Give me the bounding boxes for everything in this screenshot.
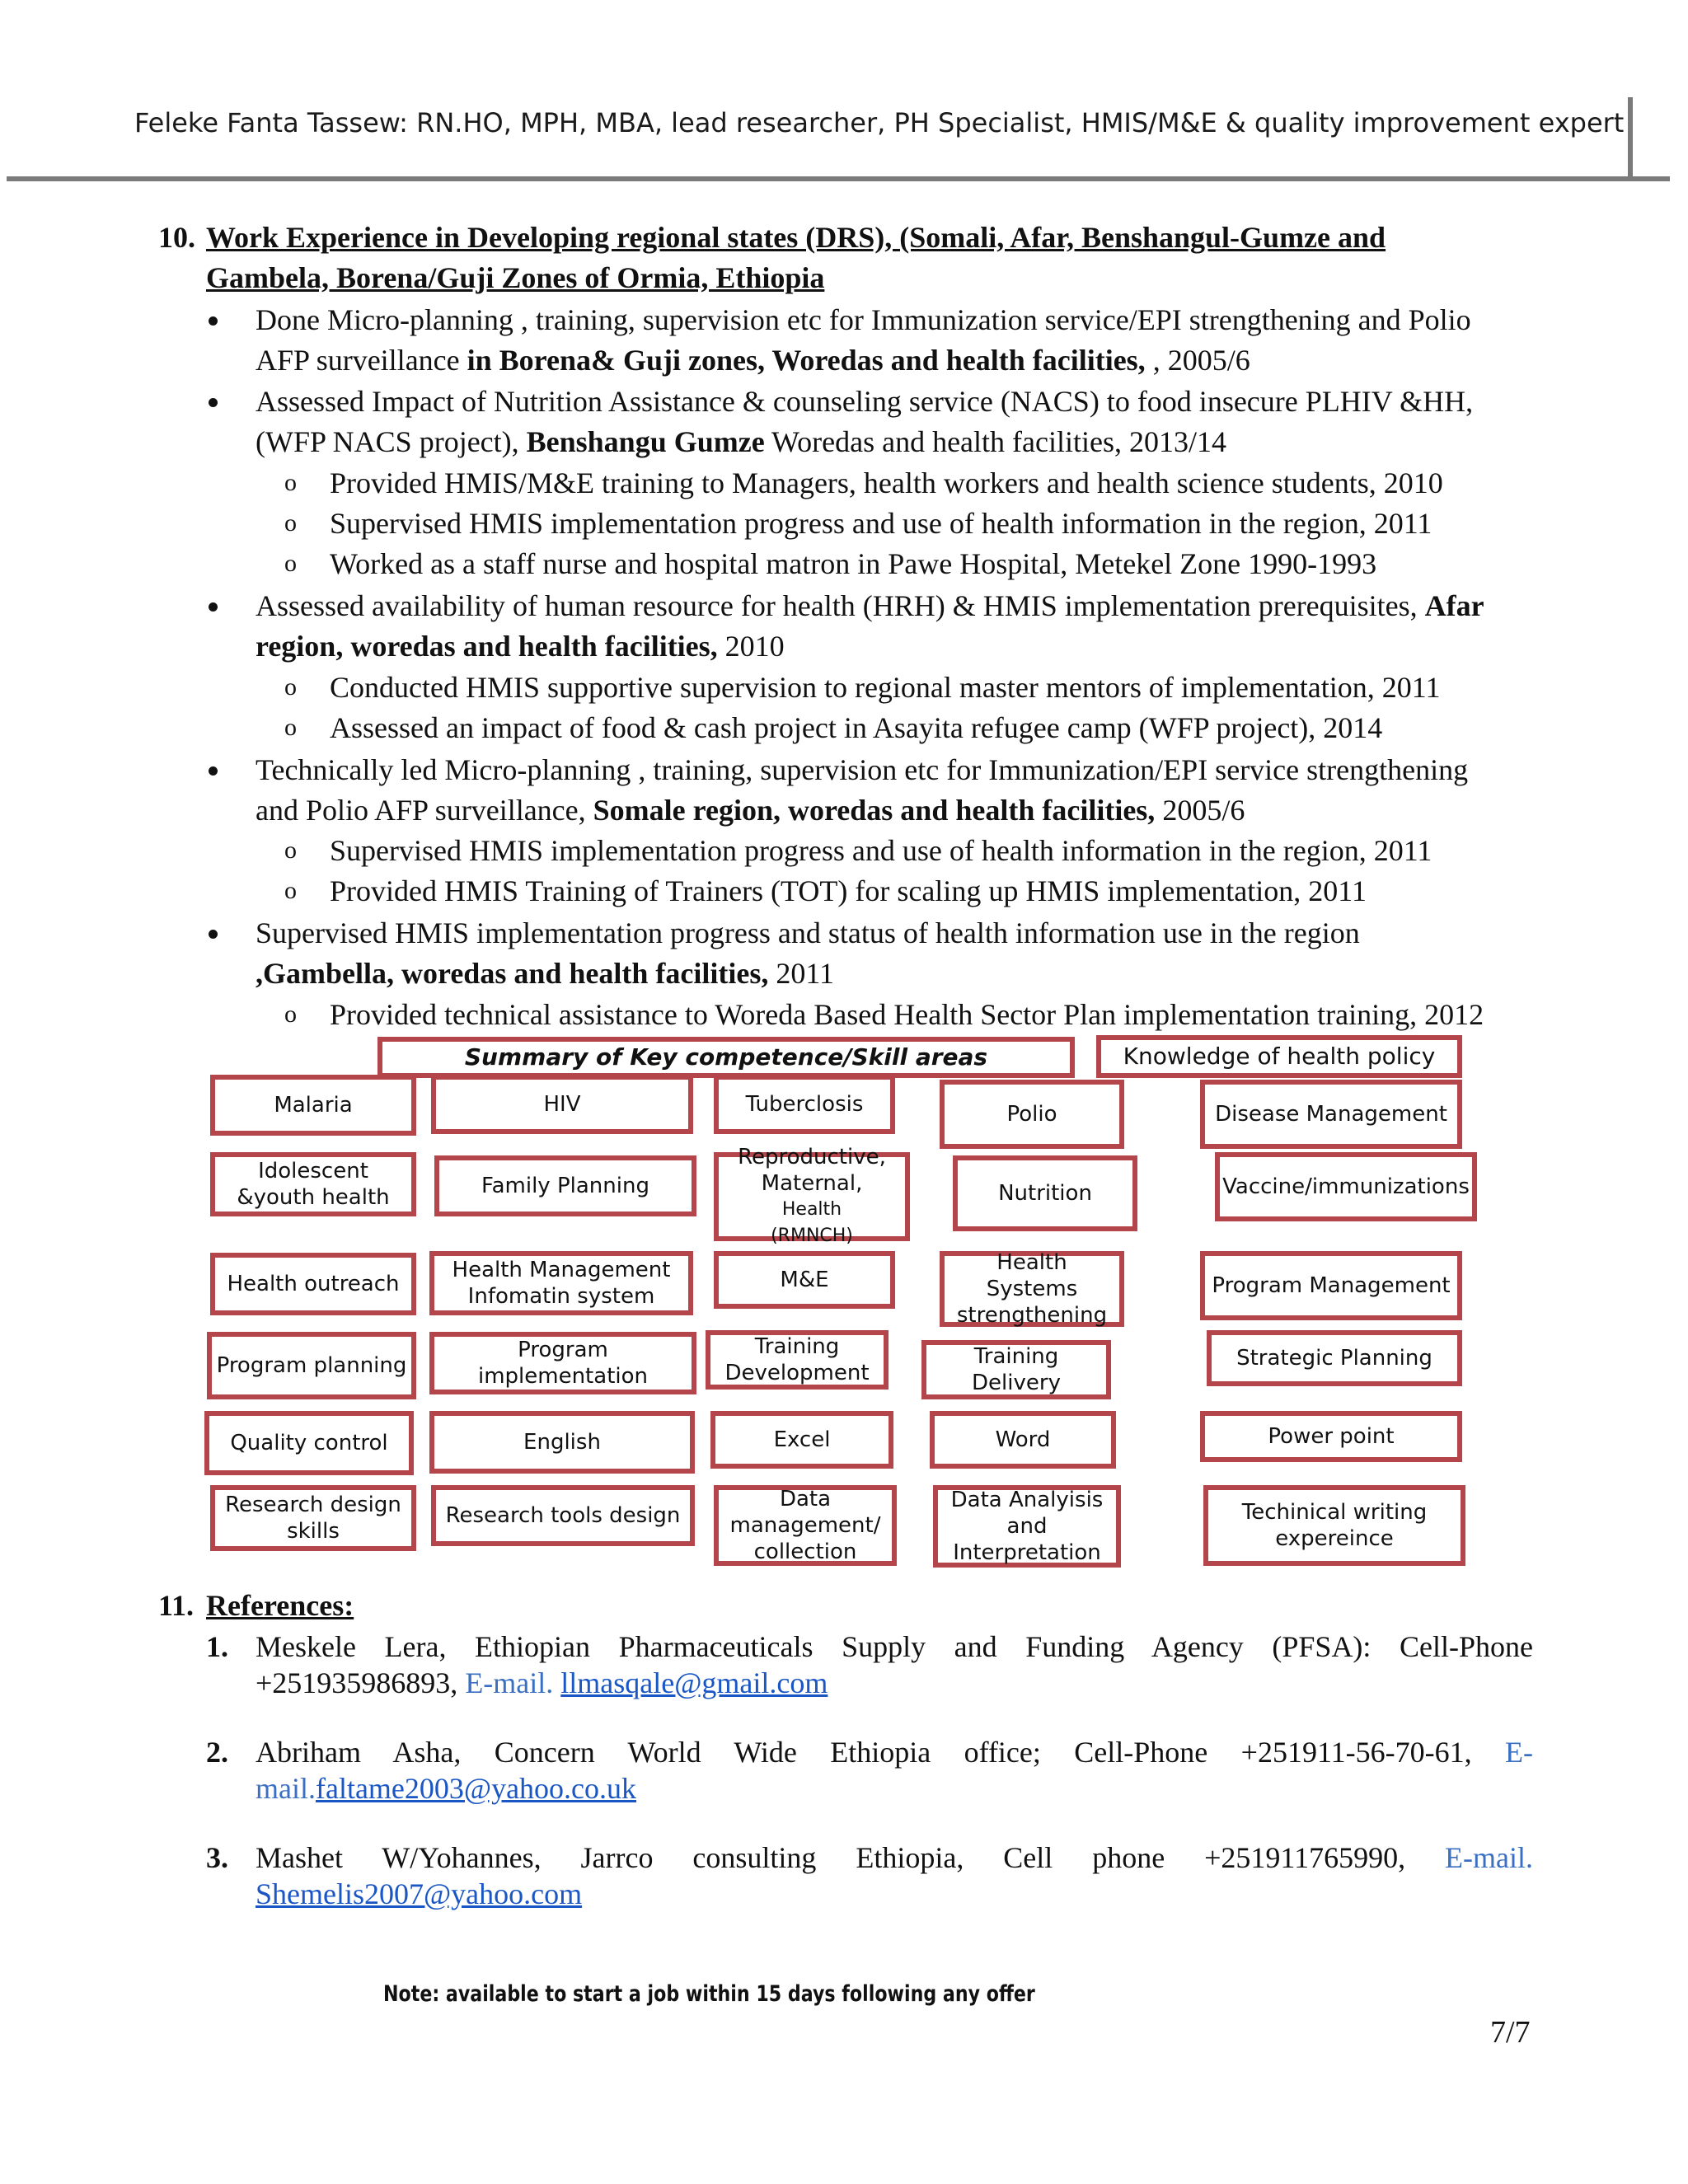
skill-polio: Polio <box>940 1080 1124 1149</box>
bullet-5-line2: ,Gambella, woredas and health facilities, 2011 <box>256 957 835 990</box>
skill-quality-control: Quality control <box>204 1411 414 1475</box>
skills-summary-title: Summary of Key competence/Skill areas <box>377 1037 1075 1078</box>
skill-program-management: Program Management <box>1200 1251 1462 1320</box>
bullet-2-sub-3: Worked as a staff nurse and hospital matron in Pawe Hospital, Metekel Zone 1990-1993 <box>330 547 1377 580</box>
reference-3-line2 <box>256 1874 582 1914</box>
skill-m-and-e: M&E <box>714 1251 895 1309</box>
skill-health-systems-strengthening: Health Systems strengthening <box>940 1251 1124 1327</box>
header-divider <box>7 176 1670 181</box>
bullet-3-line2: region, woredas and health facilities, 2010 <box>256 630 785 663</box>
skill-program-planning: Program planning <box>207 1332 416 1399</box>
skill-strategic-planning: Strategic Planning <box>1207 1330 1462 1386</box>
reference-3-line1: Mashet W/Yohannes, Jarrco consulting Ethiopia, Cell phone +251911765990, E-mail. <box>256 1841 1533 1874</box>
reference-1-number: 1. <box>206 1630 228 1663</box>
reference-3-email-link[interactable]: Shemelis2007@yahoo.com <box>256 1877 583 1910</box>
sub-bullet: o <box>284 714 297 741</box>
sub-bullet: o <box>284 1001 297 1028</box>
header-vertical-divider <box>1628 97 1633 180</box>
skill-knowledge-health-policy: Knowledge of health policy <box>1096 1035 1462 1078</box>
reference-3-number: 3. <box>206 1841 228 1874</box>
skill-training-delivery: Training Delivery <box>921 1340 1111 1399</box>
skill-rmnch: Reproductive, Maternal, Health (RMNCH) <box>714 1152 910 1241</box>
reference-2-email-link[interactable]: faltame2003@yahoo.co.uk <box>315 1772 637 1805</box>
skill-nutrition: Nutrition <box>953 1155 1137 1231</box>
bullet-4-sub-1: Supervised HMIS implementation progress and use of health information in the region, 2011 <box>330 834 1432 867</box>
section-11-number: 11. <box>158 1589 195 1622</box>
sub-bullet: o <box>284 469 297 496</box>
skill-technical-writing: Techinical writing expereince <box>1203 1485 1465 1566</box>
skill-malaria: Malaria <box>210 1075 416 1136</box>
bullet-2-line2: (WFP NACS project), Benshangu Gumze Woredas and health facilities, 2013/14 <box>256 425 1226 458</box>
bullet-dot <box>209 602 218 612</box>
reference-2-number: 2. <box>206 1736 228 1769</box>
page-number: 7/7 <box>1490 2015 1531 2050</box>
bullet-5-sub-1: Provided technical assistance to Woreda Based Health Sector Plan implementation training, 2012 <box>330 998 1484 1031</box>
skill-power-point: Power point <box>1200 1411 1462 1462</box>
skill-disease-management: Disease Management <box>1200 1080 1462 1149</box>
bullet-dot <box>209 766 218 776</box>
skill-data-analysis: Data Analyisis and Interpretation <box>933 1485 1121 1568</box>
reference-1-line2: +251935986893, E-mail. llmasqale@gmail.com <box>256 1666 828 1699</box>
sub-bullet: o <box>284 509 297 537</box>
bullet-2-line1: Assessed Impact of Nutrition Assistance & counseling service (NACS) to food insecure PLHIV &HH, <box>256 385 1474 418</box>
reference-1-line1: Meskele Lera, Ethiopian Pharmaceuticals Supply and Funding Agency (PFSA): Cell-Phone <box>256 1630 1533 1663</box>
sub-bullet: o <box>284 673 297 701</box>
bullet-4-sub-2: Provided HMIS Training of Trainers (TOT) for scaling up HMIS implementation, 2011 <box>330 874 1367 907</box>
skill-training-development: Training Development <box>706 1330 889 1390</box>
bullet-2-sub-1: Provided HMIS/M&E training to Managers, health workers and health science students, 2010 <box>330 466 1443 499</box>
bullet-2-sub-2: Supervised HMIS implementation progress and use of health information in the region, 2011 <box>330 507 1432 540</box>
reference-2-line2: mail.faltame2003@yahoo.co.uk <box>256 1772 637 1805</box>
section-10-title-line2: Gambela, Borena/Guji Zones of Ormia, Ethiopia <box>206 261 825 294</box>
reference-1-email-link[interactable]: llmasqale@gmail.com <box>560 1666 828 1699</box>
section-10-title-line1: Work Experience in Developing regional states (DRS), (Somali, Afar, Benshangul-Gumze and <box>206 221 1386 254</box>
skill-health-outreach: Health outreach <box>210 1253 416 1315</box>
skill-research-design: Research design skills <box>210 1485 416 1551</box>
bullet-5-line1: Supervised HMIS implementation progress and status of health information use in the region <box>256 916 1360 949</box>
skill-english: English <box>429 1411 695 1474</box>
bullet-1-line1: Done Micro-planning , training, supervision etc for Immunization service/EPI strengthening and Polio <box>256 303 1471 336</box>
sub-bullet: o <box>284 550 297 577</box>
skill-excel: Excel <box>710 1411 893 1469</box>
bullet-dot <box>209 930 218 939</box>
section-11-title: References: <box>206 1589 354 1622</box>
reference-2-line1: Abriham Asha, Concern World Wide Ethiopia office; Cell-Phone +251911-56-70-61, E- <box>256 1736 1533 1769</box>
section-10-number: 10. <box>158 221 195 254</box>
bullet-4-line2: and Polio AFP surveillance, Somale region, woredas and health facilities, 2005/6 <box>256 794 1245 827</box>
skill-data-management: Data management/ collection <box>714 1485 897 1566</box>
bullet-4-line1: Technically led Micro-planning , training, supervision etc for Immunization/EPI service strengthening <box>256 753 1469 786</box>
bullet-1-line2: AFP surveillance in Borena& Guji zones, Woredas and health facilities, , 2005/6 <box>256 344 1250 377</box>
bullet-3-sub-1: Conducted HMIS supportive supervision to regional master mentors of implementation, 2011 <box>330 671 1441 704</box>
skill-word: Word <box>930 1411 1116 1469</box>
skill-program-implementation: Program implementation <box>429 1332 696 1394</box>
availability-note: Note: available to start a job within 15 days following any offer <box>383 1981 1035 2007</box>
skill-vaccine-immunizations: Vaccine/immunizations <box>1215 1152 1477 1221</box>
bullet-dot <box>209 398 218 407</box>
skill-family-planning: Family Planning <box>434 1155 696 1216</box>
sub-bullet: o <box>284 837 297 864</box>
bullet-3-sub-2: Assessed an impact of food & cash project in Asayita refugee camp (WFP project), 2014 <box>330 711 1383 744</box>
skill-hiv: HIV <box>431 1075 693 1134</box>
sub-bullet: o <box>284 877 297 904</box>
bullet-dot <box>209 316 218 326</box>
bullet-3-line1: Assessed availability of human resource for health (HRH) & HMIS implementation prerequisites, Afar <box>256 589 1484 622</box>
skill-hmis: Health Management Infomatin system <box>429 1251 693 1315</box>
skill-tuberculosis: Tuberclosis <box>714 1075 895 1134</box>
page-header: Feleke Fanta Tassew: RN.HO, MPH, MBA, lead researcher, PH Specialist, HMIS/M&E & quality improvement expert <box>134 107 1625 138</box>
skill-adolescent-youth-health: Idolescent &youth health <box>210 1152 416 1216</box>
skill-research-tools-design: Research tools design <box>431 1485 695 1546</box>
